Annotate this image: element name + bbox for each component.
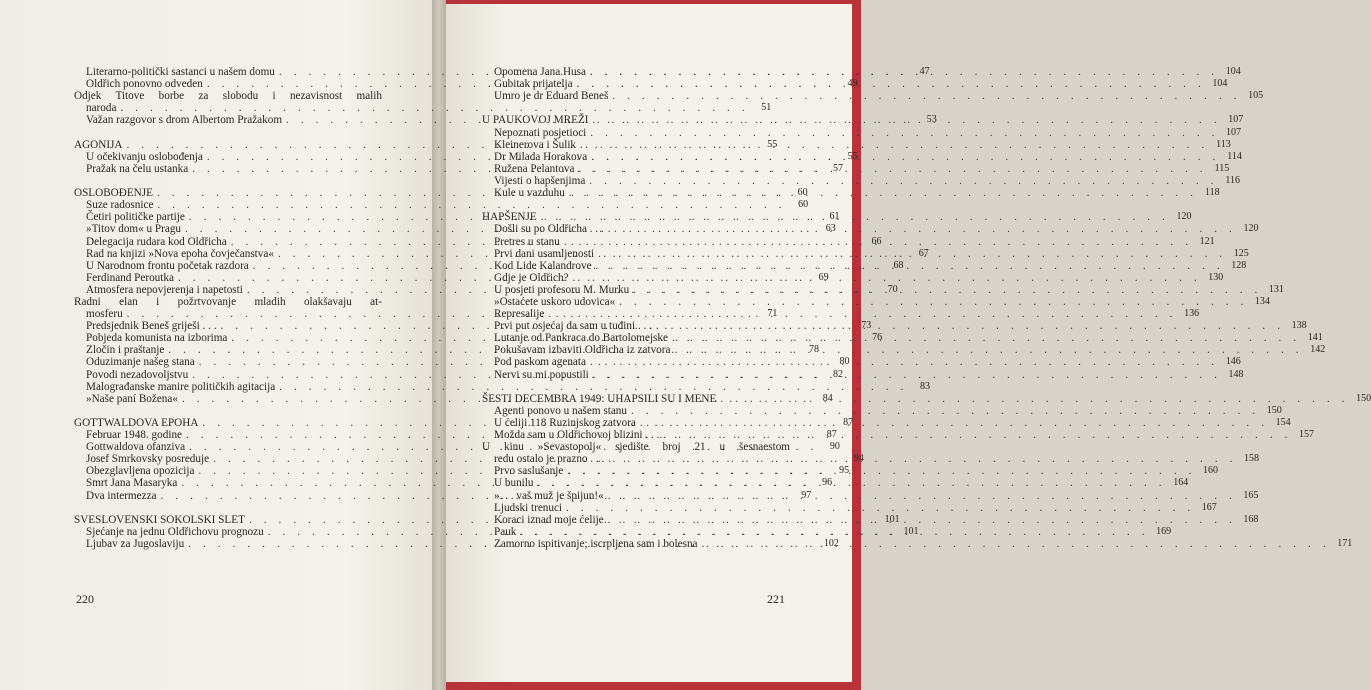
toc-entry-title: Obezglavljena opozicija [86, 465, 195, 478]
toc-page-ref: 141 [1307, 332, 1323, 344]
toc-page-ref: 67 [918, 247, 929, 259]
toc-page-ref: 146 [1225, 356, 1241, 368]
toc-entry-title: Pauk [494, 525, 517, 538]
toc-entry-title: Prvi dani usamljenosti [494, 247, 595, 260]
dot-leader [604, 223, 1237, 235]
toc-page-ref: 171 [1337, 537, 1353, 549]
toc-page-ref: 148 [1228, 368, 1244, 380]
dot-leader [569, 272, 1202, 284]
toc-entry-title: ». . . vaš muž je špijun!« [494, 489, 604, 502]
toc-page-ref: 78 [809, 344, 820, 356]
toc-entry-title: GOTTWALDOVA EPOHA [74, 417, 199, 429]
toc-entry-title: Umro je dr Eduard Beneš [494, 90, 609, 103]
toc-entry-title: Četiri političke partije [86, 211, 185, 224]
toc-entry-title: Kleinerova i Šulik [494, 138, 577, 151]
toc-page-ref: 104 [1212, 78, 1228, 90]
toc-entry-title: Rad na knjizi »Nova epoha čovječanstva« [86, 247, 274, 260]
toc-entry-title: Nervi su mi popustili [494, 368, 589, 381]
dot-leader [589, 114, 1222, 126]
toc-page-ref: 55 [767, 138, 778, 150]
dot-leader [652, 320, 1285, 332]
dot-leader [533, 477, 1166, 489]
toc-entry-title: Agenti ponovo u našem stanu [494, 404, 627, 417]
toc-page-ref: 165 [1243, 489, 1259, 501]
toc-entry-title: Pretres u stanu [494, 235, 560, 248]
toc-entry-title: Prvi put osjećaj da sam u tuđini . . . [494, 320, 652, 333]
dot-leader [586, 66, 1219, 78]
toc-page-ref: 83 [919, 380, 930, 392]
toc-page-ref: 49 [847, 78, 858, 90]
toc-page-ref: 160 [1203, 465, 1219, 477]
dot-leader [716, 393, 1349, 405]
toc-page-ref: 82 [832, 368, 843, 380]
toc-entry-title: OSLOBOĐENJE [74, 187, 153, 200]
toc-entry-title: Pobjeda komunista na izborima [86, 332, 228, 345]
toc-entry-title: Malograđanske manire političkih agitacija [86, 380, 276, 393]
toc-entry-title: Dva intermezza [86, 489, 157, 502]
toc-page-ref: 90 [829, 441, 840, 453]
toc-page-ref: 69 [818, 271, 829, 283]
toc-entry [74, 102, 772, 115]
cover-edge-bottom [446, 682, 861, 690]
toc-page-ref: 125 [1233, 247, 1249, 259]
dot-leader [576, 139, 1209, 151]
toc-page-ref: 131 [1268, 283, 1284, 295]
cover-edge-top [446, 0, 861, 4]
toc-page-ref: 51 [761, 102, 772, 114]
toc-entry-title: Ljudski trenuci [494, 501, 563, 514]
toc-page-ref: 138 [1291, 320, 1307, 332]
toc-entry-title: Nepoznati posjetioci [494, 126, 587, 139]
toc-entry-title: Ružena Pelantova [494, 162, 575, 175]
toc-entry-title: Josef Smrkovsky posreduje [86, 453, 210, 466]
toc-entry-title: U kinu »Sevastopolj« sjedište broj 21 u šesnaestom [482, 441, 790, 454]
toc-page-ref: 120 [1176, 211, 1192, 223]
toc-page-ref: 113 [1216, 138, 1231, 150]
toc-entry-title: U ćeliji 118 Ruzinjskog zatvora [494, 417, 636, 429]
toc-entry-title: Ferdinand Peroutka [86, 271, 174, 284]
toc-entry-title: Oduzimanje našeg stana [86, 356, 195, 369]
page-number-left: 220 [76, 592, 94, 606]
toc-page-ref: 164 [1173, 477, 1189, 489]
toc-page-ref: 76 [872, 332, 883, 344]
toc-entry [482, 501, 1217, 514]
toc-entry-title: Literarno-politički sastanci u našem domu [86, 66, 275, 78]
toc-page-ref: 68 [893, 259, 904, 271]
dot-leader [670, 344, 1303, 356]
toc-entry-title: Smrt Jana Masaryka [86, 477, 178, 490]
toc-page-ref: 87 [826, 429, 837, 441]
dot-leader [608, 90, 1241, 102]
toc-page-ref: 128 [1231, 259, 1247, 271]
toc-page-ref: 150 [1356, 392, 1371, 404]
toc-entry-title: Sjećanje na jednu Oldřichovu prognozu [86, 525, 264, 538]
toc-page-ref: 71 [767, 308, 778, 320]
toc-entry-title: HAPŠENJE [482, 211, 537, 224]
dot-leader [560, 236, 1193, 248]
toc-page-ref: 130 [1208, 271, 1224, 283]
toc-entry-title: Zločin i praštanje [86, 344, 165, 357]
toc-entry-title: »Naše paní Božena« [86, 392, 178, 405]
dot-leader [562, 502, 1195, 514]
toc-page-ref: 80 [839, 356, 850, 368]
toc-page-ref: 105 [1248, 90, 1264, 102]
toc-page-ref: 116 [1225, 174, 1241, 186]
toc-page-ref: 101 [884, 513, 900, 525]
dot-leader [636, 417, 1269, 429]
toc-entry-title: »Titov dom« u Pragu [86, 223, 182, 236]
toc-page-ref: 94 [853, 453, 864, 465]
toc-entry-title: redu ostalo je prazno . . . [494, 453, 605, 466]
toc-page-ref: 70 [887, 283, 898, 295]
dot-leader [544, 308, 1177, 320]
toc-entry-title: Gottwaldova ofanziva [86, 441, 186, 454]
toc-entry [74, 199, 809, 212]
toc-entry-title: Gubitak prijatelja [494, 78, 573, 91]
toc-entry [74, 90, 382, 102]
toc-page-ref: 114 [1227, 150, 1242, 162]
toc-page-ref: 84 [822, 392, 833, 404]
toc-entry-title: U bunilu [494, 477, 534, 490]
toc-entry-title: Pražak na čelu ustanka [86, 162, 189, 175]
toc-page-ref: 121 [1199, 235, 1215, 247]
toc-entry-title: Povodi nezadovoljstvu [86, 368, 189, 381]
toc-entry-title: Lutanje od Pankraca do Bartolomejske [494, 332, 668, 345]
toc-entry-title: U PAUKOVOJ MREŽI [482, 114, 589, 127]
dot-leader [615, 296, 1248, 308]
toc-page-ref: 73 [861, 320, 872, 332]
toc-page-ref: 142 [1310, 344, 1326, 356]
dot-leader [604, 514, 1237, 526]
toc-entry [482, 174, 1241, 187]
dot-leader [586, 356, 1219, 368]
toc-entry-title: Pokušavam izbaviti Oldřicha iz zatvora [494, 344, 671, 357]
toc-entry-title: Opomena Jana Husa [494, 66, 586, 78]
toc-page-ref: 66 [871, 235, 882, 247]
dot-leader [698, 538, 1331, 550]
dot-leader [594, 248, 1227, 260]
toc-entry-title: mosferu [86, 308, 123, 321]
toc-entry-title: AGONIJA [74, 138, 123, 151]
toc-entry-title: SVESLOVENSKI SOKOLSKI SLET [74, 513, 245, 526]
dot-leader [573, 78, 1206, 90]
toc-entry [482, 126, 1242, 139]
toc-entry-title: Gdje je Oldřich? [494, 271, 569, 284]
toc-entry-title: Suze radosnice [86, 199, 154, 212]
dot-leader [565, 187, 1198, 199]
dot-leader [516, 526, 1149, 538]
toc-page-ref: 55 [847, 150, 858, 162]
toc-page-ref: 95 [839, 465, 850, 477]
toc-page-ref: 118 [1204, 187, 1220, 199]
toc-entry-title: Februar 1948. godine [86, 429, 183, 442]
toc-entry [482, 404, 1282, 417]
dot-leader [586, 127, 1219, 139]
toc-page-ref: 154 [1275, 417, 1291, 428]
toc-entry [482, 441, 790, 453]
toc-entry [482, 308, 1200, 321]
toc-entry-title: Oldřich ponovno odveden [86, 78, 203, 91]
toc-page-ref: 150 [1266, 404, 1282, 416]
toc-page-ref: 169 [1156, 525, 1172, 537]
toc-entry-title: Zamorno ispitivanje; iscrpljena sam i bolesna [494, 537, 698, 550]
toc-entry-title: Represalije [494, 308, 545, 321]
dot-leader [604, 490, 1237, 502]
toc-entry-title: Kod Lide Kalandrove [494, 259, 592, 272]
dot-leader [585, 175, 1218, 187]
dot-leader [537, 211, 1170, 223]
toc-page-ref: 167 [1201, 501, 1217, 513]
toc-page-ref: 101 [903, 525, 919, 537]
toc-page-ref: 60 [798, 199, 809, 211]
toc-entry-title: Važan razgovor s drom Albertom Pražakom [86, 114, 283, 127]
toc-entry-title: Pod paskom agenata [494, 356, 586, 369]
toc-entry-title: Predsjednik Beneš griješi . . . [86, 320, 217, 333]
toc-entry-title: Vijesti o hapšenjima [494, 174, 586, 187]
toc-page-ref: 63 [825, 223, 836, 235]
toc-page-ref: 60 [797, 187, 808, 199]
toc-page-ref: 47 [919, 66, 930, 77]
toc-page-ref: 96 [822, 477, 833, 489]
toc-page-ref: 157 [1299, 429, 1315, 441]
toc-page-ref: 97 [801, 489, 812, 501]
toc-page-ref: 134 [1254, 295, 1270, 307]
toc-entry-title: Došli su po Oldřicha . . . [494, 223, 604, 236]
toc-entry-title: naroda [86, 102, 117, 115]
toc-entry-title: »Ostaćete uskoro udovica« [494, 295, 616, 308]
toc-page-ref: 107 [1228, 114, 1244, 126]
dot-leader [574, 163, 1207, 175]
toc-page-ref: 87 [843, 417, 854, 428]
toc-entry-title: Odjek Titove borbe za slobodu i nezavisnost malih [74, 90, 382, 103]
toc-entry [74, 296, 382, 308]
toc-entry-title: U posjeti profesoru M. Murku [494, 283, 630, 296]
toc-entry-title: Prvo saslušanje [494, 465, 564, 478]
toc-entry-title: U očekivanju oslobođenja [86, 150, 203, 163]
dot-leader [592, 260, 1225, 272]
toc-entry-title: Koraci iznad moje ćelije [494, 513, 604, 526]
dot-leader [627, 405, 1260, 417]
toc-entry-title: Možda sam u Oldřichovoj blizini . . . [494, 429, 660, 442]
dot-leader [629, 284, 1262, 296]
toc-page-ref: 168 [1243, 513, 1259, 525]
toc-page-ref: 115 [1214, 162, 1230, 174]
toc-page-ref: 61 [829, 211, 840, 223]
toc-page-ref: 104 [1225, 66, 1241, 77]
toc-entry-title: Delegacija rudara kod Oldřicha [86, 235, 227, 248]
toc-entry-title: Atmosfera nepovjerenja i napetosti [86, 283, 243, 296]
toc-entry-title: Dr Milada Horakova [494, 150, 588, 163]
toc-page-ref: 102 [823, 538, 839, 550]
toc-page-ref: 53 [926, 114, 937, 126]
toc-entry-title: U Narodnom frontu početak razdora [86, 259, 249, 272]
dot-leader [589, 369, 1222, 381]
dot-leader [604, 453, 1237, 465]
toc-entry-title: Ljubav za Jugoslaviju [86, 538, 185, 551]
dot-leader [668, 332, 1301, 344]
toc-entry-title: ŠESTI DECEMBRA 1949: UHAPSILI SU I MENE [482, 392, 717, 405]
toc-page-ref: 120 [1243, 223, 1259, 235]
dot-leader [659, 429, 1292, 441]
toc-page-ref: 158 [1244, 453, 1260, 465]
toc-page-ref: 136 [1184, 308, 1200, 320]
dot-leader [563, 465, 1196, 477]
toc-page-ref: 107 [1226, 126, 1242, 138]
toc-entry [482, 295, 1270, 308]
toc-entry-title: Radni elan i požrtvovanje mladih olakšavaju at- [74, 295, 382, 308]
toc-entry [482, 90, 1264, 103]
toc-entry [482, 138, 1231, 151]
toc-page-ref: 57 [832, 162, 843, 174]
page-number-right: 221 [767, 592, 785, 606]
toc-entry-title: Kule u vazduhu [494, 187, 565, 200]
dot-leader [587, 151, 1220, 163]
toc-entry [74, 380, 930, 393]
